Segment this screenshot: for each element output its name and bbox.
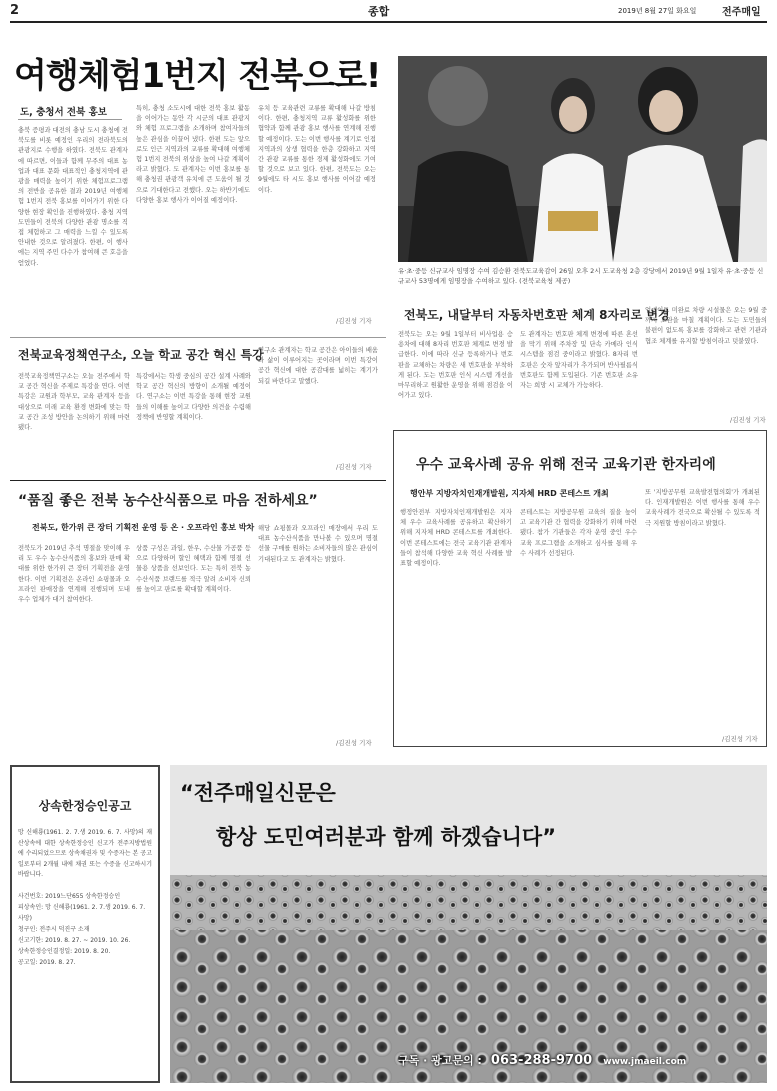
- story3-byline: /김진성 기자: [336, 463, 372, 471]
- photo-caption: [398, 266, 767, 288]
- notice-body: 망 신해룡(1961. 2. 7.생 2019. 6. 7. 사망)의 재산상속에 대한 상속한정승인 신고가 전주지방법원에 수리되었으므로 상속채권자 및 수증자는 본 공고일로부터 2개월 내에 채권 또는 수증을 신고하시기 바랍니다.: [18, 829, 152, 878]
- story4-top-rule: [10, 480, 386, 481]
- story3-col2: 특강에서는 학생 중심의 공간 설계 사례와 학교 공간 혁신의 방향이 소개될 예정이다. 연구소는 이번 특강을 통해 현장 교원들의 이해를 높이고 다양한 의견을 수렴해 정책에 반영할 계획이다.: [136, 373, 251, 421]
- story1-col1: 충북 증평과 대전의 충남 도시 충청에 전북도를 비롯 예정인 우리의 전라북도의 관광지로 수행을 하였다. 전북도 관계자에 따르면, 이들과 함께 무주의 대표 농업과 대표 문화 대표적인 충청지역에 관광을 매력을 높이기 위한 체험프로그램의 전반을 공유한 결과 2019년 여행체험 1번지 전북 홍보를 이어가기 위한 다양한 현장 확인을 진행하였다. 충청 지역 도민들이 전북의 다양한 관광 명소를 직접 체험하고 그 매력을 느낄 수 있도록 안내한 것으로 알려졌다. 한편, 이 행사에는 지역 주민 다수가 참여해 큰 호응을 얻었다.: [18, 127, 128, 267]
- story5-col3: 또 '지방공무원 교육발전협의회'가 개최된다. 인재개발원은 이번 행사를 통해 우수 교육사례가 전국으로 확산될 수 있도록 적극 지원할 방침이라고 밝혔다.: [645, 489, 760, 527]
- teacher-photo: [398, 56, 767, 262]
- contact-label: 구독 · 광고문의 :: [398, 1054, 482, 1067]
- notice-item: 상속한정승인결정일: 2019. 8. 20.: [18, 947, 111, 955]
- ad-slogan-line1: “전주매일신문은: [180, 781, 336, 805]
- legal-notice: [10, 765, 160, 1083]
- ad-slogan-line2: 항상 도민여러분과 함께 하겠습니다”: [216, 825, 557, 849]
- headline-foods: “품질 좋은 전북 농수산식품으로 마음 전하세요”: [18, 493, 318, 509]
- notice-items: [18, 891, 152, 968]
- story1-col2: 특히, 충청 소도시에 대한 전북 홍보 활동을 이어가는 동안 각 시군의 대표 관광지와 체험 프로그램을 소개하며 참여자들의 높은 관심을 이끌어 냈다. 한편 도는 앞으로도 인근 지역과의 교류를 확대해 여행체험 1번지 전북의 위상을 높여 나갈 계획이라고 밝혔다. 도 관계자는 이번 홍보를 통해 충청권 관광객 유치에 큰 도움이 될 것으로 기대한다고 전했다. 오는 하반기에도 다양한 홍보 행사가 이어질 예정이다.: [136, 105, 250, 204]
- page-number: 2: [10, 3, 20, 18]
- story1-col3: 유치 등 교육관련 교류를 확대해 나갈 방침이다. 한편, 충청지역 교류 활성화를 위한 협약과 함께 관광 홍보 행사를 연계해 진행할 예정이다. 도는 이번 행사를 계기로 인접 지역과의 상생 협력을 한층 강화하고 지역 간 관광 교류를 통한 경제 활성화에도 기여할 것으로 보고 있다. 한편, 전북도는 오는 9월에도 타 시도 홍보 행사를 이어갈 예정이다.: [258, 105, 376, 194]
- notice-title: 상속한정승인공고: [38, 799, 132, 813]
- section-name: 종합: [368, 5, 390, 18]
- subhead-tourism: 도, 충청서 전북 홍보: [20, 107, 107, 118]
- sunflower-ad: [170, 765, 767, 1083]
- story5-byline: /김진성 기자: [722, 735, 758, 743]
- story2-col2: 도 관계자는 번호판 체계 변경에 따른 혼선을 막기 위해 주차장 및 단속 카메라 인식 시스템을 점검 중이라고 밝혔다. 8자리 번호판은 숫자 앞자리가 추가되며 반사필름식 번호판도 함께 도입된다. 기존 번호판 소유자는 희망 시 교체가 가능하다.: [520, 331, 638, 390]
- headline-space: 전북교육정책연구소, 오늘 학교 공간 혁신 특강: [18, 348, 264, 362]
- story5-col1: 행정안전부 지방자치인재개발원은 지자체 우수 교육사례를 공유하고 확산하기 위해 지자체 HRD 콘테스트를 개최한다. 이번 콘테스트에는 전국 교육기관 관계자들이 참석해 다양한 교육 혁신 사례를 발표할 예정이다.: [400, 509, 512, 568]
- caption-text: 유·초·중등 신규교사 임명장 수여 김승환 전북도교육감이 26일 오후 2시 도교육청 2층 강당에서 2019년 9월 1일자 유·초·중등 신규교사 53명에게 임명장을 수여하고 있다.: [398, 267, 764, 285]
- notice-item: 신고기한: 2019. 8. 27. ~ 2019. 10. 26.: [18, 936, 131, 944]
- notice-item: 청구인: 전주시 덕진구 소재: [18, 925, 90, 933]
- headline-plates: 전북도, 내달부터 자동차번호판 체계 8자리로 변경: [404, 308, 670, 322]
- story3-col3: 연구소 관계자는 학교 공간은 아이들의 배움과 삶이 이루어지는 곳이라며 이번 특강이 공간 혁신에 대한 공감대를 넓히는 계기가 되길 바란다고 말했다.: [258, 347, 378, 385]
- contact-website: www.jmaeil.com: [603, 1057, 687, 1067]
- story2-col3: 업데이트 미완료 차량 시설물은 오는 9월 중까지 보완을 마칠 계획이다. 도는 도민들의 불편이 없도록 홍보를 강화하고 관련 기관과 협조 체계를 유지할 방침이라고 덧붙였다.: [645, 307, 767, 345]
- headline-hrd: 우수 교육사례 공유 위해 전국 교육기관 한자리에: [416, 457, 716, 473]
- story5-col2: 콘테스트는 지방공무원 교육의 질을 높이고 교육기관 간 협력을 강화하기 위해 마련됐다. 참가 기관들은 각자 운영 중인 우수 교육 프로그램을 소개하고 심사를 통해 우수 사례가 선정된다.: [520, 509, 637, 557]
- story4-col3: 해당 쇼핑몰과 오프라인 매장에서 우리 도 대표 농수산식품을 만나볼 수 있으며 명절 선물 구매를 원하는 소비자들의 많은 관심이 기대된다고 도 관계자는 밝혔다.: [258, 525, 378, 563]
- story3-col1: 전북교육정책연구소는 오늘 전주에서 학교 공간 혁신을 주제로 특강을 연다. 이번 특강은 교원과 학부모, 교육 관계자 등을 대상으로 미래 교육 환경 변화에 맞는 학교 공간 조성 방안을 논의하기 위해 마련됐다.: [18, 373, 130, 432]
- story4-col2: 상품 구성은 과일, 한우, 수산물 가공품 등으로 다양하며 할인 혜택과 함께 명절 선물용 상품을 선보인다. 도는 특히 전북 농수산식품 브랜드를 적극 알려 소비자 신뢰를 높이고 판로를 확대할 계획이다.: [136, 545, 251, 593]
- notice-item: 피상속인: 망 신해룡(1961. 2. 7.생 2019. 6. 7. 사망): [18, 903, 146, 922]
- story4-byline: /김진성 기자: [336, 739, 372, 747]
- notice-item: 사건번호: 2019느단655 상속한정승인: [18, 892, 121, 900]
- paper-name: 전주매일: [722, 7, 761, 18]
- story3-top-rule: [10, 337, 386, 338]
- ad-contact: [398, 1049, 758, 1071]
- story2-byline: /김진성 기자: [730, 416, 766, 424]
- story4-col1: 전북도가 2019년 추석 명절을 맞이해 우리 도 우수 농수산식품의 홍보와 판매 확대를 위한 한가위 큰 장터 기획전을 운영한다. 이번 기획전은 온라인 쇼핑몰과 오프라인 판매장을 연계해 진행되며 도내 우수 업체가 대거 참여한다.: [18, 545, 130, 604]
- photo-illustration: [398, 56, 767, 262]
- story2-col1: 전북도는 오는 9월 1일부터 비사업용 승용차에 대해 8자리 번호판 체계로 변경 발급한다. 이에 따라 신규 등록하거나 번호판을 교체하는 차량은 새 번호판을 부착하게 된다. 도는 번호판 인식 시스템 개선을 마무리하고 원활한 운영을 위해 점검을 이어가고 있다.: [398, 331, 513, 400]
- page-header: [10, 0, 767, 20]
- contact-phone: 063-288-9700: [490, 1053, 593, 1068]
- headline-tourism: 여행체험1번지 전북으로!: [14, 56, 381, 96]
- subhead-hrd: 행안부 지방자치인재개발원, 지자체 HRD 콘테스트 개최: [410, 489, 609, 498]
- notice-item: 공고일: 2019. 8. 27.: [18, 958, 76, 966]
- header-rule: [10, 21, 767, 23]
- story1-byline: /김진성 기자: [336, 317, 372, 325]
- subhead-foods: 전북도, 한가위 큰 장터 기획전 운영 등 온 · 오프라인 홍보 박차: [32, 523, 255, 532]
- sunflower-field: [170, 765, 767, 1083]
- subhead-rule: [18, 119, 122, 120]
- photo-credit: (전북교육청 제공): [519, 277, 571, 285]
- issue-date: 2019년 8월 27일 화요일: [618, 7, 697, 15]
